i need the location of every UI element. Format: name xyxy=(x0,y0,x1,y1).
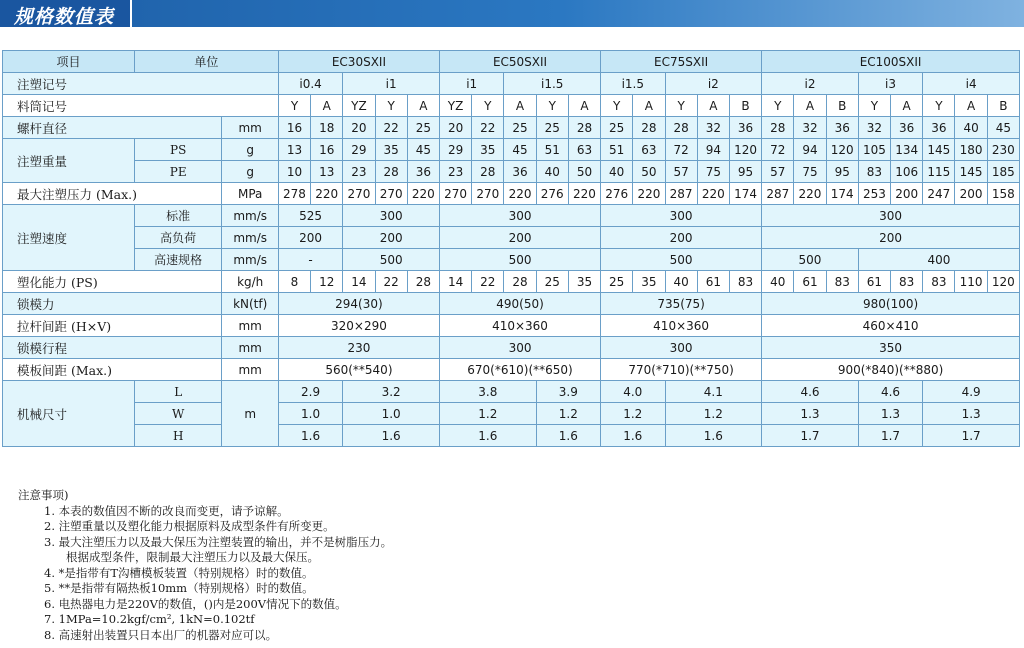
value-cell: 94 xyxy=(697,139,729,161)
value-cell: 63 xyxy=(568,139,600,161)
unit-cell: mm xyxy=(222,359,278,381)
table-row xyxy=(3,161,1020,183)
value-cell: 220 xyxy=(633,183,665,205)
value-cell: A xyxy=(504,95,536,117)
note-item: 5. **是指带有隔热板10mm（特别规格）时的数值。 xyxy=(44,581,314,595)
value-cell: B xyxy=(987,95,1019,117)
sub-label: L xyxy=(134,381,222,403)
value-cell: 770(*710)(**750) xyxy=(601,359,762,381)
value-cell: 1.3 xyxy=(762,403,859,425)
value-cell: 200 xyxy=(891,183,923,205)
value-cell: 1.7 xyxy=(762,425,859,447)
row-label: 注塑重量 xyxy=(3,139,135,183)
value-cell: 16 xyxy=(311,139,343,161)
value-cell: 120 xyxy=(729,139,761,161)
value-cell: A xyxy=(794,95,826,117)
value-cell: 300 xyxy=(439,205,600,227)
value-cell: 1.0 xyxy=(278,403,342,425)
row-label: 注塑速度 xyxy=(3,205,135,271)
value-cell: 400 xyxy=(858,249,1019,271)
value-cell: 200 xyxy=(343,227,440,249)
value-cell: 3.8 xyxy=(439,381,536,403)
table-row xyxy=(3,183,1020,205)
value-cell: 1.6 xyxy=(601,425,665,447)
value-cell: 105 xyxy=(858,139,890,161)
table-row xyxy=(3,205,1020,227)
table-row xyxy=(3,249,1020,271)
value-cell: i1.5 xyxy=(601,73,665,95)
value-cell: 36 xyxy=(504,161,536,183)
value-cell: 1.6 xyxy=(278,425,342,447)
value-cell: 270 xyxy=(343,183,375,205)
note-item: 2. 注塑重量以及塑化能力根据原料及成型条件有所变更。 xyxy=(44,519,335,533)
table-row xyxy=(3,403,1020,425)
value-cell: 18 xyxy=(311,117,343,139)
value-cell: 1.6 xyxy=(343,425,440,447)
value-cell: 14 xyxy=(343,271,375,293)
value-cell: 980(100) xyxy=(762,293,1020,315)
value-cell: - xyxy=(278,249,342,271)
header-model: EC100SXII xyxy=(762,51,1020,73)
value-cell: i3 xyxy=(858,73,922,95)
value-cell: 106 xyxy=(891,161,923,183)
value-cell: 320×290 xyxy=(278,315,439,337)
value-cell: 247 xyxy=(923,183,955,205)
value-cell: 45 xyxy=(987,117,1019,139)
value-cell: 22 xyxy=(472,117,504,139)
value-cell: 1.6 xyxy=(439,425,536,447)
value-cell: 32 xyxy=(794,117,826,139)
value-cell: 83 xyxy=(729,271,761,293)
table-row xyxy=(3,139,1020,161)
value-cell: 20 xyxy=(343,117,375,139)
note-item: 8. 高速射出装置只日本出厂的机器对应可以。 xyxy=(44,627,278,642)
value-cell: 276 xyxy=(601,183,633,205)
value-cell: 35 xyxy=(568,271,600,293)
row-label: 机械尺寸 xyxy=(3,381,135,447)
value-cell: 83 xyxy=(891,271,923,293)
value-cell: 29 xyxy=(343,139,375,161)
value-cell: 2.9 xyxy=(278,381,342,403)
value-cell: 83 xyxy=(858,161,890,183)
value-cell: 32 xyxy=(697,117,729,139)
note-item: 6. 电热器电力是220V的数值，()内是200V情况下的数值。 xyxy=(44,596,347,611)
value-cell: 294(30) xyxy=(278,293,439,315)
value-cell: 270 xyxy=(472,183,504,205)
note-item: 根据成型条件，限制最大注塑压力以及最大保压。 xyxy=(66,550,319,564)
value-cell: Y xyxy=(472,95,504,117)
unit-cell: g xyxy=(222,139,278,161)
value-cell: 40 xyxy=(665,271,697,293)
row-label: 拉杆间距 (H×V) xyxy=(3,315,222,337)
value-cell: 4.6 xyxy=(762,381,859,403)
value-cell: i2 xyxy=(762,73,859,95)
value-cell: 300 xyxy=(439,337,600,359)
value-cell: 174 xyxy=(826,183,858,205)
value-cell: 29 xyxy=(439,139,471,161)
value-cell: 410×360 xyxy=(439,315,600,337)
value-cell: 200 xyxy=(955,183,987,205)
value-cell: 270 xyxy=(375,183,407,205)
value-cell: 220 xyxy=(407,183,439,205)
value-cell: 145 xyxy=(923,139,955,161)
spec-table xyxy=(2,50,1020,447)
value-cell: 25 xyxy=(504,117,536,139)
value-cell: 14 xyxy=(439,271,471,293)
row-label: 料筒记号 xyxy=(3,95,279,117)
table-row xyxy=(3,271,1020,293)
unit-cell: kN(tf) xyxy=(222,293,278,315)
value-cell: 61 xyxy=(697,271,729,293)
value-cell: 1.0 xyxy=(343,403,440,425)
value-cell: 1.2 xyxy=(536,403,600,425)
value-cell: 28 xyxy=(407,271,439,293)
value-cell: 28 xyxy=(504,271,536,293)
value-cell: 8 xyxy=(278,271,310,293)
value-cell: 200 xyxy=(601,227,762,249)
value-cell: 28 xyxy=(472,161,504,183)
value-cell: Y xyxy=(601,95,633,117)
header-unit: 单位 xyxy=(134,51,278,73)
value-cell: 287 xyxy=(665,183,697,205)
value-cell: 10 xyxy=(278,161,310,183)
notes-heading: 注意事项) xyxy=(18,488,69,502)
table-row xyxy=(3,95,1020,117)
value-cell: B xyxy=(826,95,858,117)
value-cell: 110 xyxy=(955,271,987,293)
sub-label: W xyxy=(134,403,222,425)
value-cell: 220 xyxy=(311,183,343,205)
unit-cell: mm xyxy=(222,315,278,337)
value-cell: 300 xyxy=(762,205,1020,227)
value-cell: 35 xyxy=(375,139,407,161)
value-cell: 83 xyxy=(923,271,955,293)
value-cell: A xyxy=(568,95,600,117)
value-cell: 75 xyxy=(697,161,729,183)
value-cell: 61 xyxy=(794,271,826,293)
value-cell: A xyxy=(407,95,439,117)
value-cell: 300 xyxy=(601,337,762,359)
value-cell: Y xyxy=(278,95,310,117)
value-cell: 45 xyxy=(504,139,536,161)
unit-cell: mm xyxy=(222,337,278,359)
value-cell: 94 xyxy=(794,139,826,161)
value-cell: 57 xyxy=(665,161,697,183)
value-cell: 50 xyxy=(633,161,665,183)
sub-label: PE xyxy=(134,161,222,183)
value-cell: 120 xyxy=(826,139,858,161)
value-cell: 36 xyxy=(923,117,955,139)
value-cell: 276 xyxy=(536,183,568,205)
sub-label: 高速规格 xyxy=(134,249,222,271)
value-cell: 4.0 xyxy=(601,381,665,403)
table-row xyxy=(3,293,1020,315)
notes-block xyxy=(18,488,392,643)
value-cell: 278 xyxy=(278,183,310,205)
value-cell: 230 xyxy=(987,139,1019,161)
row-label: 模板间距 (Max.) xyxy=(3,359,222,381)
value-cell: A xyxy=(697,95,729,117)
unit-cell: mm/s xyxy=(222,227,278,249)
value-cell: 36 xyxy=(891,117,923,139)
table-row xyxy=(3,315,1020,337)
note-item: 3. 最大注塑压力以及最大保压为注塑装置的输出，并不是树脂压力。 xyxy=(44,534,393,549)
value-cell: 72 xyxy=(665,139,697,161)
value-cell: 1.2 xyxy=(665,403,762,425)
value-cell: 500 xyxy=(601,249,762,271)
value-cell: 36 xyxy=(826,117,858,139)
value-cell: 3.9 xyxy=(536,381,600,403)
value-cell: 13 xyxy=(278,139,310,161)
value-cell: A xyxy=(891,95,923,117)
value-cell: 115 xyxy=(923,161,955,183)
sub-label: 标准 xyxy=(134,205,222,227)
value-cell: 735(75) xyxy=(601,293,762,315)
value-cell: i0.4 xyxy=(278,73,342,95)
value-cell: Y xyxy=(858,95,890,117)
value-cell: 230 xyxy=(278,337,439,359)
value-cell: 1.2 xyxy=(439,403,536,425)
value-cell: 51 xyxy=(536,139,568,161)
value-cell: 16 xyxy=(278,117,310,139)
value-cell: 1.7 xyxy=(858,425,922,447)
unit-cell: mm xyxy=(222,117,278,139)
value-cell: 1.2 xyxy=(601,403,665,425)
table-row xyxy=(3,381,1020,403)
table-row xyxy=(3,337,1020,359)
value-cell: 95 xyxy=(826,161,858,183)
value-cell: 23 xyxy=(439,161,471,183)
sub-label: 高负荷 xyxy=(134,227,222,249)
value-cell: 460×410 xyxy=(762,315,1020,337)
sub-label: H xyxy=(134,425,222,447)
value-cell: 200 xyxy=(439,227,600,249)
value-cell: 180 xyxy=(955,139,987,161)
value-cell: 220 xyxy=(504,183,536,205)
table-row xyxy=(3,117,1020,139)
value-cell: 4.6 xyxy=(858,381,922,403)
unit-cell: m xyxy=(222,381,278,447)
value-cell: 185 xyxy=(987,161,1019,183)
unit-cell: kg/h xyxy=(222,271,278,293)
unit-cell: g xyxy=(222,161,278,183)
value-cell: A xyxy=(633,95,665,117)
table-row xyxy=(3,227,1020,249)
value-cell: 3.2 xyxy=(343,381,440,403)
value-cell: Y xyxy=(665,95,697,117)
row-label: 塑化能力 (PS) xyxy=(3,271,222,293)
value-cell: 410×360 xyxy=(601,315,762,337)
value-cell: 23 xyxy=(343,161,375,183)
value-cell: 900(*840)(**880) xyxy=(762,359,1020,381)
row-label: 螺杆直径 xyxy=(3,117,222,139)
value-cell: 40 xyxy=(536,161,568,183)
value-cell: 83 xyxy=(826,271,858,293)
value-cell: 158 xyxy=(987,183,1019,205)
value-cell: 1.7 xyxy=(923,425,1020,447)
value-cell: 1.3 xyxy=(923,403,1020,425)
value-cell: 72 xyxy=(762,139,794,161)
value-cell: 28 xyxy=(568,117,600,139)
value-cell: 300 xyxy=(343,205,440,227)
value-cell: 50 xyxy=(568,161,600,183)
value-cell: YZ xyxy=(343,95,375,117)
row-label: 锁模行程 xyxy=(3,337,222,359)
value-cell: 36 xyxy=(407,161,439,183)
value-cell: 500 xyxy=(439,249,600,271)
value-cell: 4.9 xyxy=(923,381,1020,403)
value-cell: i4 xyxy=(923,73,1020,95)
row-label: 注塑记号 xyxy=(3,73,279,95)
value-cell: 75 xyxy=(794,161,826,183)
page-title: 规格数值表 xyxy=(14,6,115,28)
value-cell: 174 xyxy=(729,183,761,205)
value-cell: 200 xyxy=(762,227,1020,249)
value-cell: i1 xyxy=(439,73,503,95)
value-cell: 25 xyxy=(536,271,568,293)
title-banner xyxy=(0,0,1024,27)
value-cell: 300 xyxy=(601,205,762,227)
value-cell: 25 xyxy=(601,271,633,293)
value-cell: 134 xyxy=(891,139,923,161)
value-cell: 12 xyxy=(311,271,343,293)
table-row xyxy=(3,359,1020,381)
value-cell: 220 xyxy=(697,183,729,205)
value-cell: 120 xyxy=(987,271,1019,293)
header-model: EC75SXII xyxy=(601,51,762,73)
unit-cell: MPa xyxy=(222,183,278,205)
value-cell: 200 xyxy=(278,227,342,249)
value-cell: 40 xyxy=(955,117,987,139)
value-cell: i1.5 xyxy=(504,73,601,95)
row-label: 锁模力 xyxy=(3,293,222,315)
title-tab xyxy=(0,0,132,27)
row-label: 最大注塑压力 (Max.) xyxy=(3,183,222,205)
value-cell: 500 xyxy=(343,249,440,271)
value-cell: 13 xyxy=(311,161,343,183)
header-item: 项目 xyxy=(3,51,135,73)
value-cell: 35 xyxy=(472,139,504,161)
value-cell: 220 xyxy=(794,183,826,205)
value-cell: Y xyxy=(923,95,955,117)
value-cell: 28 xyxy=(375,161,407,183)
value-cell: 28 xyxy=(762,117,794,139)
value-cell: 28 xyxy=(633,117,665,139)
value-cell: 1.6 xyxy=(536,425,600,447)
value-cell: Y xyxy=(375,95,407,117)
value-cell: 270 xyxy=(439,183,471,205)
table-row xyxy=(3,425,1020,447)
value-cell: YZ xyxy=(439,95,471,117)
value-cell: 287 xyxy=(762,183,794,205)
value-cell: i2 xyxy=(665,73,762,95)
value-cell: 28 xyxy=(665,117,697,139)
value-cell: A xyxy=(955,95,987,117)
table-row xyxy=(3,51,1020,73)
value-cell: i1 xyxy=(343,73,440,95)
value-cell: A xyxy=(311,95,343,117)
sub-label: PS xyxy=(134,139,222,161)
value-cell: 1.6 xyxy=(665,425,762,447)
value-cell: 25 xyxy=(601,117,633,139)
value-cell: 45 xyxy=(407,139,439,161)
value-cell: 220 xyxy=(568,183,600,205)
value-cell: 51 xyxy=(601,139,633,161)
note-item: 1. 本表的数值因不断的改良而变更，请予谅解。 xyxy=(44,503,289,518)
value-cell: 253 xyxy=(858,183,890,205)
value-cell: B xyxy=(729,95,761,117)
value-cell: 500 xyxy=(762,249,859,271)
value-cell: 145 xyxy=(955,161,987,183)
value-cell: 20 xyxy=(439,117,471,139)
value-cell: 22 xyxy=(375,271,407,293)
value-cell: 32 xyxy=(858,117,890,139)
value-cell: 57 xyxy=(762,161,794,183)
table-row xyxy=(3,73,1020,95)
value-cell: 25 xyxy=(407,117,439,139)
value-cell: 525 xyxy=(278,205,342,227)
value-cell: 35 xyxy=(633,271,665,293)
header-model: EC50SXII xyxy=(439,51,600,73)
note-item: 4. *是指带有T沟槽模板装置（特别规格）时的数值。 xyxy=(44,565,314,580)
value-cell: 36 xyxy=(729,117,761,139)
unit-cell: mm/s xyxy=(222,249,278,271)
value-cell: 350 xyxy=(762,337,1020,359)
value-cell: 22 xyxy=(375,117,407,139)
value-cell: 40 xyxy=(762,271,794,293)
value-cell: 61 xyxy=(858,271,890,293)
value-cell: 95 xyxy=(729,161,761,183)
value-cell: 1.3 xyxy=(858,403,922,425)
value-cell: 22 xyxy=(472,271,504,293)
value-cell: 4.1 xyxy=(665,381,762,403)
header-model: EC30SXII xyxy=(278,51,439,73)
unit-cell: mm/s xyxy=(222,205,278,227)
value-cell: 25 xyxy=(536,117,568,139)
value-cell: Y xyxy=(762,95,794,117)
value-cell: Y xyxy=(536,95,568,117)
value-cell: 63 xyxy=(633,139,665,161)
value-cell: 560(**540) xyxy=(278,359,439,381)
value-cell: 490(50) xyxy=(439,293,600,315)
value-cell: 670(*610)(**650) xyxy=(439,359,600,381)
value-cell: 40 xyxy=(601,161,633,183)
note-item: 7. 1MPa=10.2kgf/cm², 1kN=0.102tf xyxy=(44,612,255,626)
